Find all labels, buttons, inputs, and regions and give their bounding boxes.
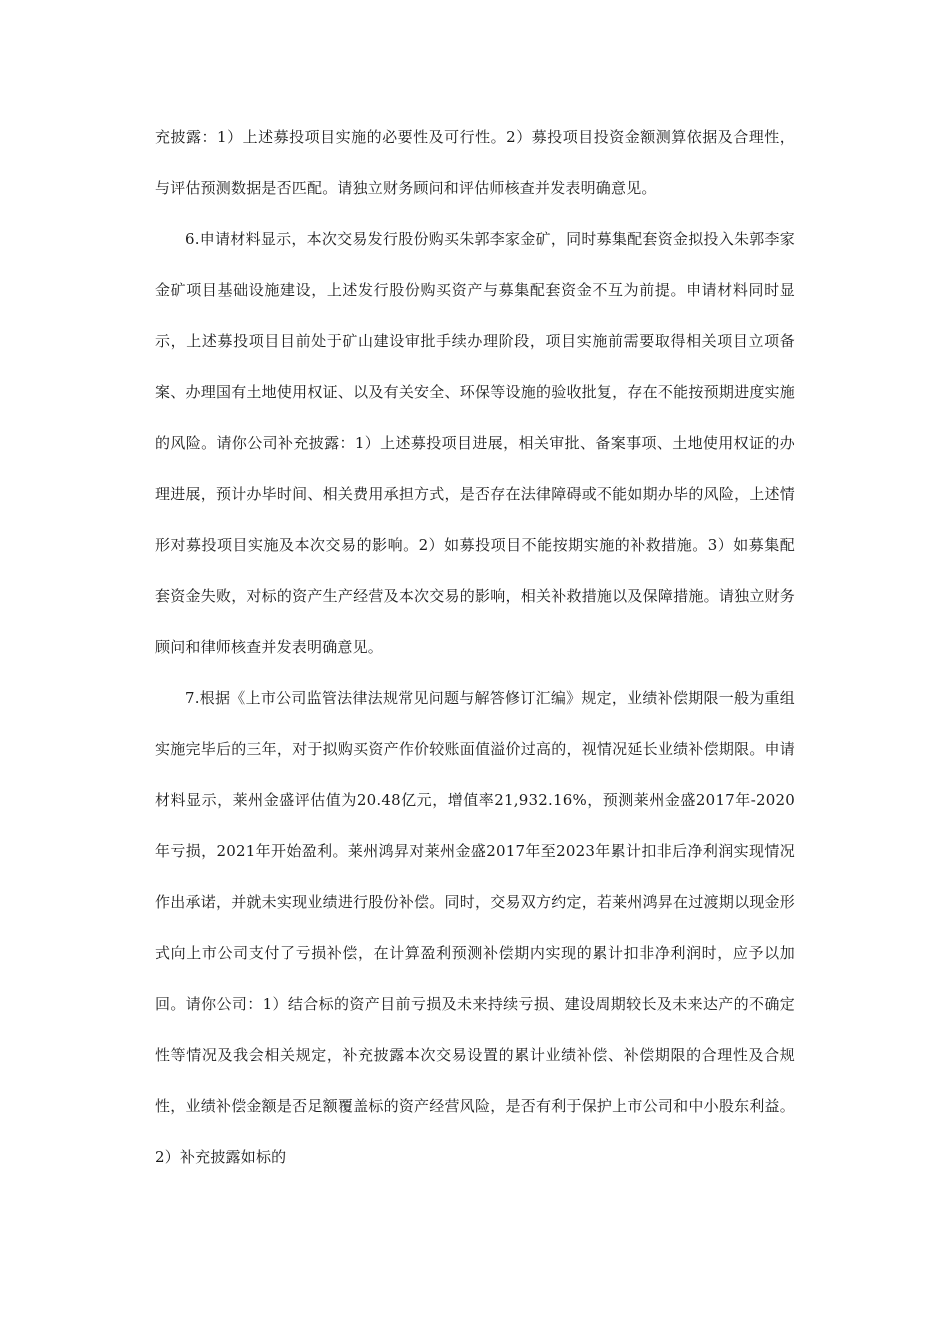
paragraph-item-6: 6.申请材料显示，本次交易发行股份购买朱郭李家金矿，同时募集配套资金拟投入朱郭李家金矿项目基础设施建设，上述发行股份购买资产与募集配套资金不互为前提。申请材料同时显示，上述募投项目目前处于矿山建设审批手续办理阶段，项目实施前需要取得相关项目立项备案、办理国有土地使用权证、以及有关安全、环保等设施的验收批复，存在不能按预期进度实施的风险。请你公司补充披露：1）上述募投项目进展，相关审批、备案事项、土地使用权证的办理进展，预计办毕时间、相关费用承担方式，是否存在法律障碍或不能如期办毕的风险，上述情形对募投项目实施及本次交易的影响。2）如募投项目不能按期实施的补救措施。3）如募集配套资金失败，对标的资产生产经营及本次交易的影响，相关补救措施以及保障措施。请独立财务顾问和律师核查并发表明确意见。 [155,230,795,656]
paragraph-item-7: 7.根据《上市公司监管法律法规常见问题与解答修订汇编》规定，业绩补偿期限一般为重组实施完毕后的三年，对于拟购买资产作价较账面值溢价过高的，视情况延长业绩补偿期限。申请材料显示，莱州金盛评估值为20.48亿元，增值率21,932.16%，预测莱州金盛2017年-2020年亏损，2021年开始盈利。莱州鸿昇对莱州金盛2017年至2023年累计扣非后净利润实现情况作出承诺，并就未实现业绩进行股份补偿。同时，交易双方约定，若莱州鸿昇在过渡期以现金形式向上市公司支付了亏损补偿，在计算盈利预测补偿期内实现的累计扣非净利润时，应予以加回。请你公司：1）结合标的资产目前亏损及未来持续亏损、建设周期较长及未来达产的不确定性等情况及我会相关规定，补充披露本次交易设置的累计业绩补偿、补偿期限的合理性及合规性，业绩补偿金额是否足额覆盖标的资产经营风险，是否有利于保护上市公司和中小股东利益。2）补充披露如标的 [155,689,795,1166]
document-body [155,112,795,1183]
paragraph-continuation: 充披露：1）上述募投项目实施的必要性及可行性。2）募投项目投资金额测算依据及合理性，与评估预测数据是否匹配。请独立财务顾问和评估师核查并发表明确意见。 [155,128,795,197]
